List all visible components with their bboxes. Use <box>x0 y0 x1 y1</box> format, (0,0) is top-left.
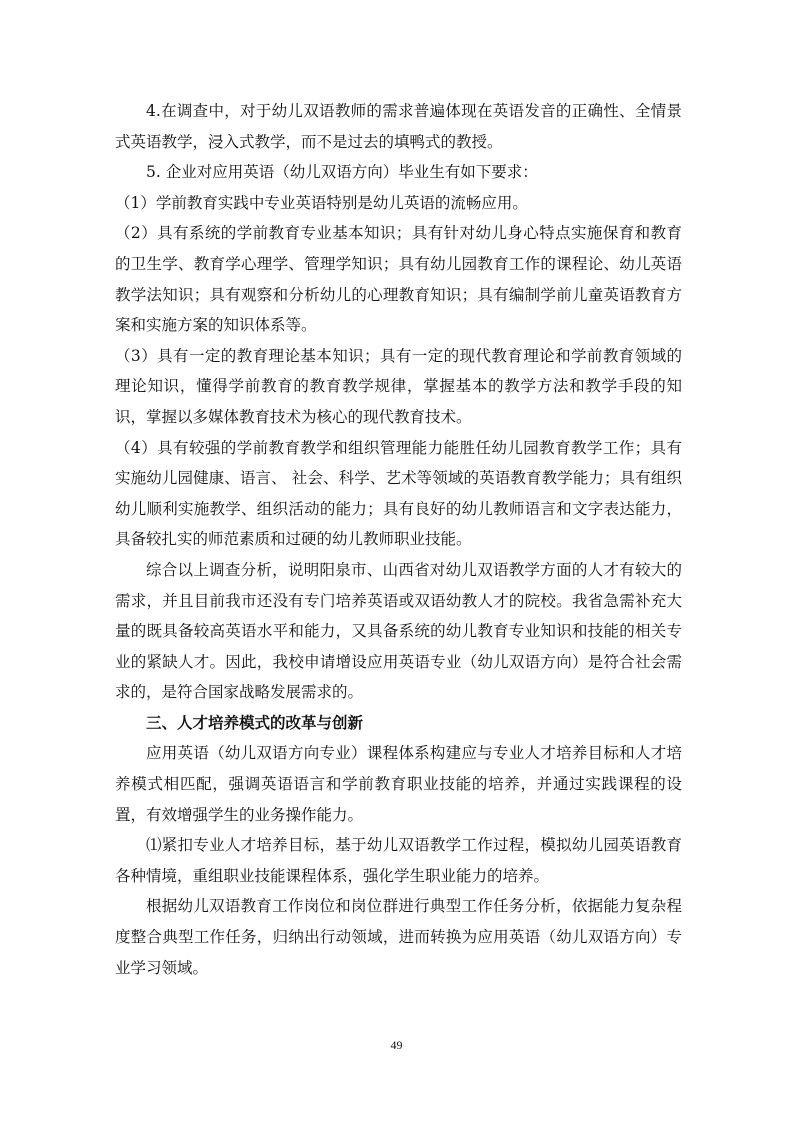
paragraph-enterprise-requirements: 5. 企业对应用英语（幼儿双语方向）毕业生有如下要求： <box>146 163 538 182</box>
paragraph-requirement-3: （3）具有一定的教育理论基本知识；具有一定的现代教育理论和学前教育领域的理论知识，懂得学前教育的教育教学规律，掌握基本的教学方法和教学手段的知识，掌握以多媒体教育技术为核心的现代教育技术。 <box>115 346 682 426</box>
paragraph-requirement-2: （2）具有系统的学前教育专业基本知识；具有针对幼儿身心特点实施保育和教育的卫生学、教育学心理学、管理学知识；具有幼儿园教育工作的课程论、幼儿英语教学法知识；具有观察和分析幼儿的心理教育知识；具有编制学前儿童英语教育方案和实施方案的知识体系等。 <box>115 224 682 335</box>
paragraph-point-1: ⑴紧扣专业人才培养目标，基于幼儿双语教学工作过程，模拟幼儿园英语教育各种情境，重组职业技能课程体系，强化学生职业能力的培养。 <box>115 836 682 885</box>
paragraph-curriculum: 应用英语（幼儿双语方向专业）课程体系构建应与专业人才培养目标和人才培养模式相匹配，强调英语语言和学前教育职业技能的培养，并通过实践课程的设置，有效增强学生的业务操作能力。 <box>115 744 682 824</box>
paragraph-requirement-4: （4）具有较强的学前教育教学和组织管理能力能胜任幼儿园教育教学工作；具有实施幼儿园健康、语言、 社会、科学、艺术等领域的英语教育教学能力；具有组织幼儿顺利实施教学、组织活动的能力；具有良好的幼儿教师语言和文字表达能力，具备较扎实的师范素质和过硬的幼儿教师职业技能。 <box>115 438 682 549</box>
paragraph-requirement-1: （1）学前教育实践中专业英语特别是幼儿英语的流畅应用。 <box>115 193 528 212</box>
section-heading: 三、人才培养模式的改革与创新 <box>146 713 364 732</box>
paragraph-survey-item-4: 4.在调查中，对于幼儿双语教师的需求普遍体现在英语发音的正确性、全情景式英语教学，浸入式教学，而不是过去的填鸭式的教授。 <box>115 102 682 151</box>
page-number: 49 <box>390 1038 403 1052</box>
paragraph-task-analysis: 根据幼儿双语教育工作岗位和岗位群进行典型工作任务分析，依据能力复杂程度整合典型工作任务，归纳出行动领域，进而转换为应用英语（幼儿双语方向）专业学习领域。 <box>115 897 682 977</box>
paragraph-summary: 综合以上调查分析，说明阳泉市、山西省对幼儿双语教学方面的人才有较大的需求，并且目前我市还没有专门培养英语或双语幼教人才的院校。我省急需补充大量的既具备较高英语水平和能力，又具备系统的幼儿教育专业知识和技能的相关专业的紧缺人才。因此，我校申请增设应用英语专业（幼儿双语方向）是符合社会需求的，是符合国家战略发展需求的。 <box>115 560 682 702</box>
